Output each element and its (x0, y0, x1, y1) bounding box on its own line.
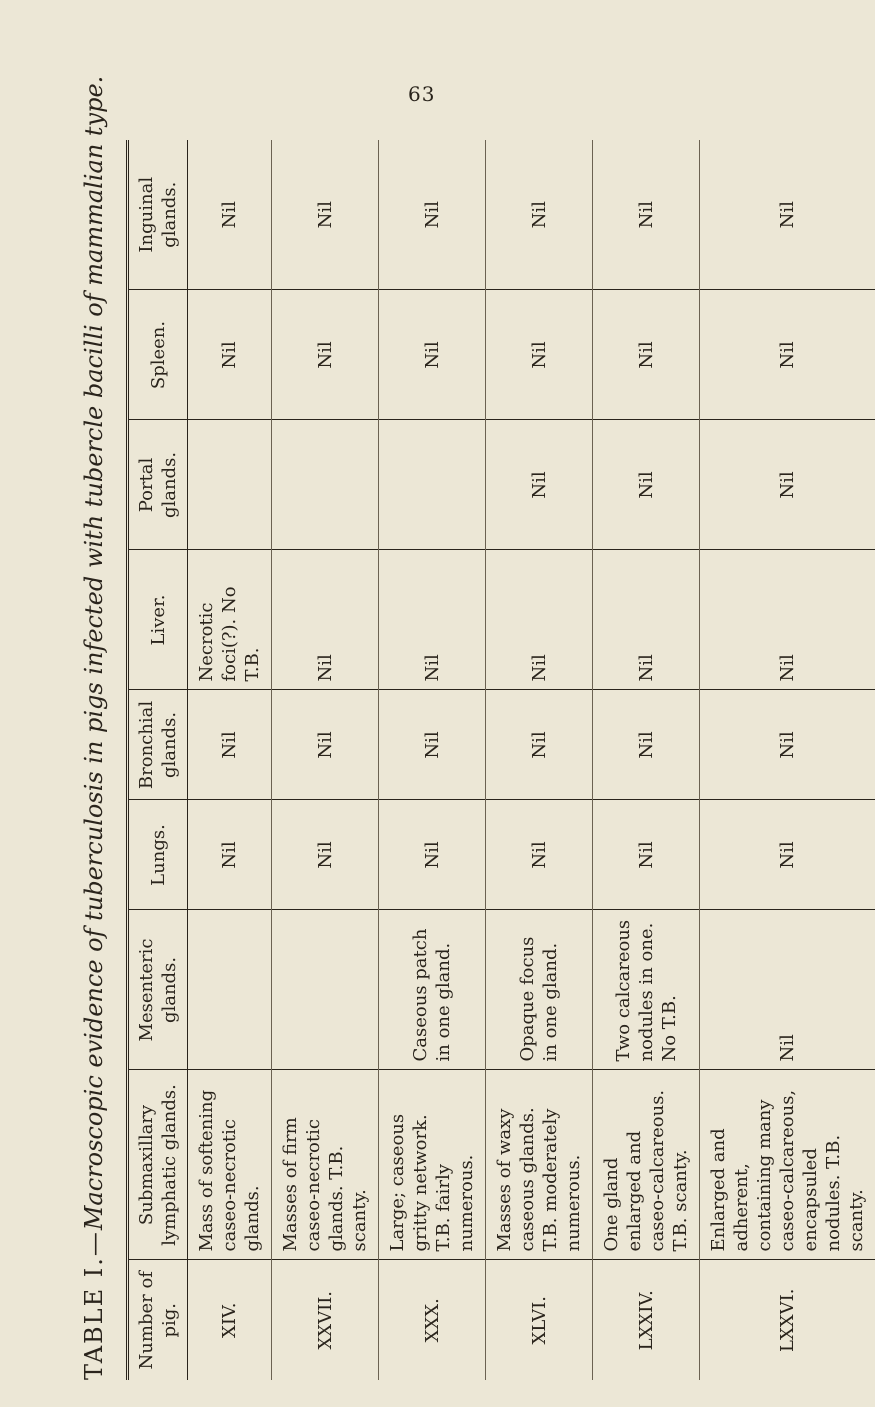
header-inguinal: Inguinal glands. (128, 140, 188, 290)
header-pig-number: Number of pig. (128, 1260, 188, 1380)
cell-mesenteric: Opaque focus in one gland. (486, 910, 593, 1070)
cell-submaxillary: Mass of softening caseo-necrotic glands. (188, 1070, 272, 1260)
cell-spleen: Nil (379, 290, 486, 420)
cell-portal (188, 420, 272, 550)
cell-pig-number: LXXIV. (593, 1260, 700, 1380)
header-submaxillary: Submaxillary lymphatic glands. (128, 1070, 188, 1260)
cell-inguinal: Nil (700, 140, 875, 290)
cell-bronchial: Nil (700, 690, 875, 800)
cell-inguinal: Nil (593, 140, 700, 290)
cell-inguinal: Nil (379, 140, 486, 290)
table-caption (72, 75, 116, 1380)
cell-inguinal: Nil (486, 140, 593, 290)
pig-tuberculosis-table (126, 140, 875, 1380)
cell-bronchial: Nil (379, 690, 486, 800)
table-row (700, 140, 875, 1380)
table-row (379, 140, 486, 1380)
cell-spleen: Nil (593, 290, 700, 420)
cell-spleen: Nil (486, 290, 593, 420)
cell-lungs: Nil (700, 800, 875, 910)
cell-portal (379, 420, 486, 550)
cell-portal: Nil (593, 420, 700, 550)
cell-submaxillary: Masses of firm caseo-necrotic glands. T.B. scanty. (272, 1070, 379, 1260)
cell-lungs: Nil (486, 800, 593, 910)
cell-portal: Nil (486, 420, 593, 550)
cell-liver: Nil (593, 550, 700, 690)
cell-bronchial: Nil (188, 690, 272, 800)
header-spleen: Spleen. (128, 290, 188, 420)
cell-bronchial: Nil (272, 690, 379, 800)
page-number: 63 (408, 82, 436, 106)
cell-submaxillary: Enlarged and adherent, containing many caseo-calcareous, encapsuled nodules. T.B. scanty. (700, 1070, 875, 1260)
cell-submaxillary: Masses of waxy caseous glands. T.B. moderately numerous. (486, 1070, 593, 1260)
cell-spleen: Nil (700, 290, 875, 420)
cell-spleen: Nil (188, 290, 272, 420)
cell-pig-number: LXXVI. (777, 1288, 798, 1352)
cell-lungs: Nil (188, 800, 272, 910)
cell-spleen: Nil (272, 290, 379, 420)
cell-lungs: Nil (379, 800, 486, 910)
cell-liver: Nil (272, 550, 379, 690)
header-portal: Portal glands. (128, 420, 188, 550)
header-mesenteric: Mesenteric glands. (128, 910, 188, 1070)
cell-pig-number: XIV. (188, 1260, 272, 1380)
cell-portal (272, 420, 379, 550)
cell-lungs: Nil (593, 800, 700, 910)
cell-bronchial: Nil (486, 690, 593, 800)
cell-portal: Nil (700, 420, 875, 550)
header-row (128, 140, 188, 1380)
cell-mesenteric (188, 910, 272, 1070)
cell-pig-number: XLVI. (486, 1260, 593, 1380)
cell-bronchial: Nil (593, 690, 700, 800)
cell-liver: Nil (486, 550, 593, 690)
cell-mesenteric: Nil (700, 910, 875, 1070)
cell-pig-number: XXVII. (272, 1260, 379, 1380)
cell-mesenteric (272, 910, 379, 1070)
header-bronchial: Bronchial glands. (128, 690, 188, 800)
table-body (188, 140, 875, 1380)
header-lungs: Lungs. (128, 800, 188, 910)
cell-lungs: Nil (272, 800, 379, 910)
cell-mesenteric: Two calcareous nodules in one. No T.B. (593, 910, 700, 1070)
cell-pig-number: XXX. (379, 1260, 486, 1380)
cell-inguinal: Nil (188, 140, 272, 290)
cell-liver: Necrotic foci(?). No T.B. (188, 550, 272, 690)
table-header (128, 140, 188, 1380)
caption-text: Macroscopic evidence of tuberculosis in pigs infected with tubercle bacilli of mammalian type. (80, 75, 108, 1231)
cell-liver: Nil (700, 550, 875, 690)
table-row (593, 140, 700, 1380)
header-liver: Liver. (128, 550, 188, 690)
caption-lead: TABLE I.— (80, 1230, 108, 1380)
table-row (486, 140, 593, 1380)
cell-inguinal: Nil (272, 140, 379, 290)
cell-submaxillary: Large; caseous gritty network. T.B. fairly numerous. (379, 1070, 486, 1260)
table-row (188, 140, 272, 1380)
cell-submaxillary: One gland enlarged and caseo-calcareous. T.B. scanty. (593, 1070, 700, 1260)
cell-mesenteric: Caseous patch in one gland. (379, 910, 486, 1070)
cell-liver: Nil (379, 550, 486, 690)
table-row (272, 140, 379, 1380)
